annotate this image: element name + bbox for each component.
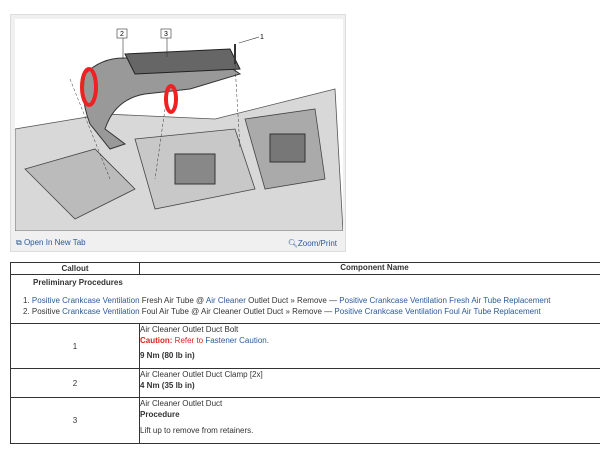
table-row: 1 Air Cleaner Outlet Duct Bolt Caution: Refer to Fastener Caution. 9 Nm (80 lb in) (11, 324, 600, 369)
pcv-link[interactable]: Positive Crankcase Ventilation (31, 296, 140, 305)
table-header (11, 263, 600, 275)
air-cleaner-link[interactable]: Air Cleaner (205, 296, 246, 305)
list-item: 2. Positive Crankcase Ventilation Foul Air Tube @ Air Cleaner Outlet Duct » Remove — Positive Crankcase Ventilation Foul Air Tube Replacement (23, 307, 541, 316)
table-row: 2 Air Cleaner Outlet Duct Clamp [2x] 4 Nm (35 lb in) (11, 369, 600, 398)
magnifier-icon: 🔍︎ (287, 239, 298, 248)
header-component-name: Component Name (140, 263, 600, 275)
open-in-new-tab-link[interactable]: ⧉ Open In New Tab (16, 238, 86, 247)
callout-3: 3 (164, 31, 168, 38)
table-row: 3 Air Cleaner Outlet Duct Procedure Lift up to remove from retainers. (11, 398, 600, 444)
foul-air-tube-replacement-link[interactable]: Positive Crankcase Ventilation Foul Air Tube Replacement (334, 307, 541, 316)
component-table (10, 262, 600, 444)
fresh-air-tube-replacement-link[interactable]: Positive Crankcase Ventilation Fresh Air Tube Replacement (339, 296, 551, 305)
fastener-caution-link[interactable]: Fastener Caution (205, 336, 267, 345)
zoom-print-link[interactable]: 🔍︎Zoom/Print (287, 239, 337, 248)
preliminary-row (11, 275, 600, 324)
crankcase-ventilation-link[interactable]: Crankcase Ventilation (62, 307, 140, 316)
list-item: 1. Positive Crankcase Ventilation Fresh Air Tube @ Air Cleaner Outlet Duct » Remove — Positive Crankcase Ventilation Fresh Air Tube Replacement (23, 296, 551, 305)
callout-1: 1 (260, 34, 264, 41)
header-callout: Callout (11, 263, 140, 275)
engine-illustration (15, 19, 343, 231)
window-icon: ⧉ (16, 238, 24, 247)
callout-2: 2 (120, 31, 124, 38)
preliminary-title: Preliminary Procedures (33, 278, 123, 287)
illustration-panel (10, 14, 346, 252)
